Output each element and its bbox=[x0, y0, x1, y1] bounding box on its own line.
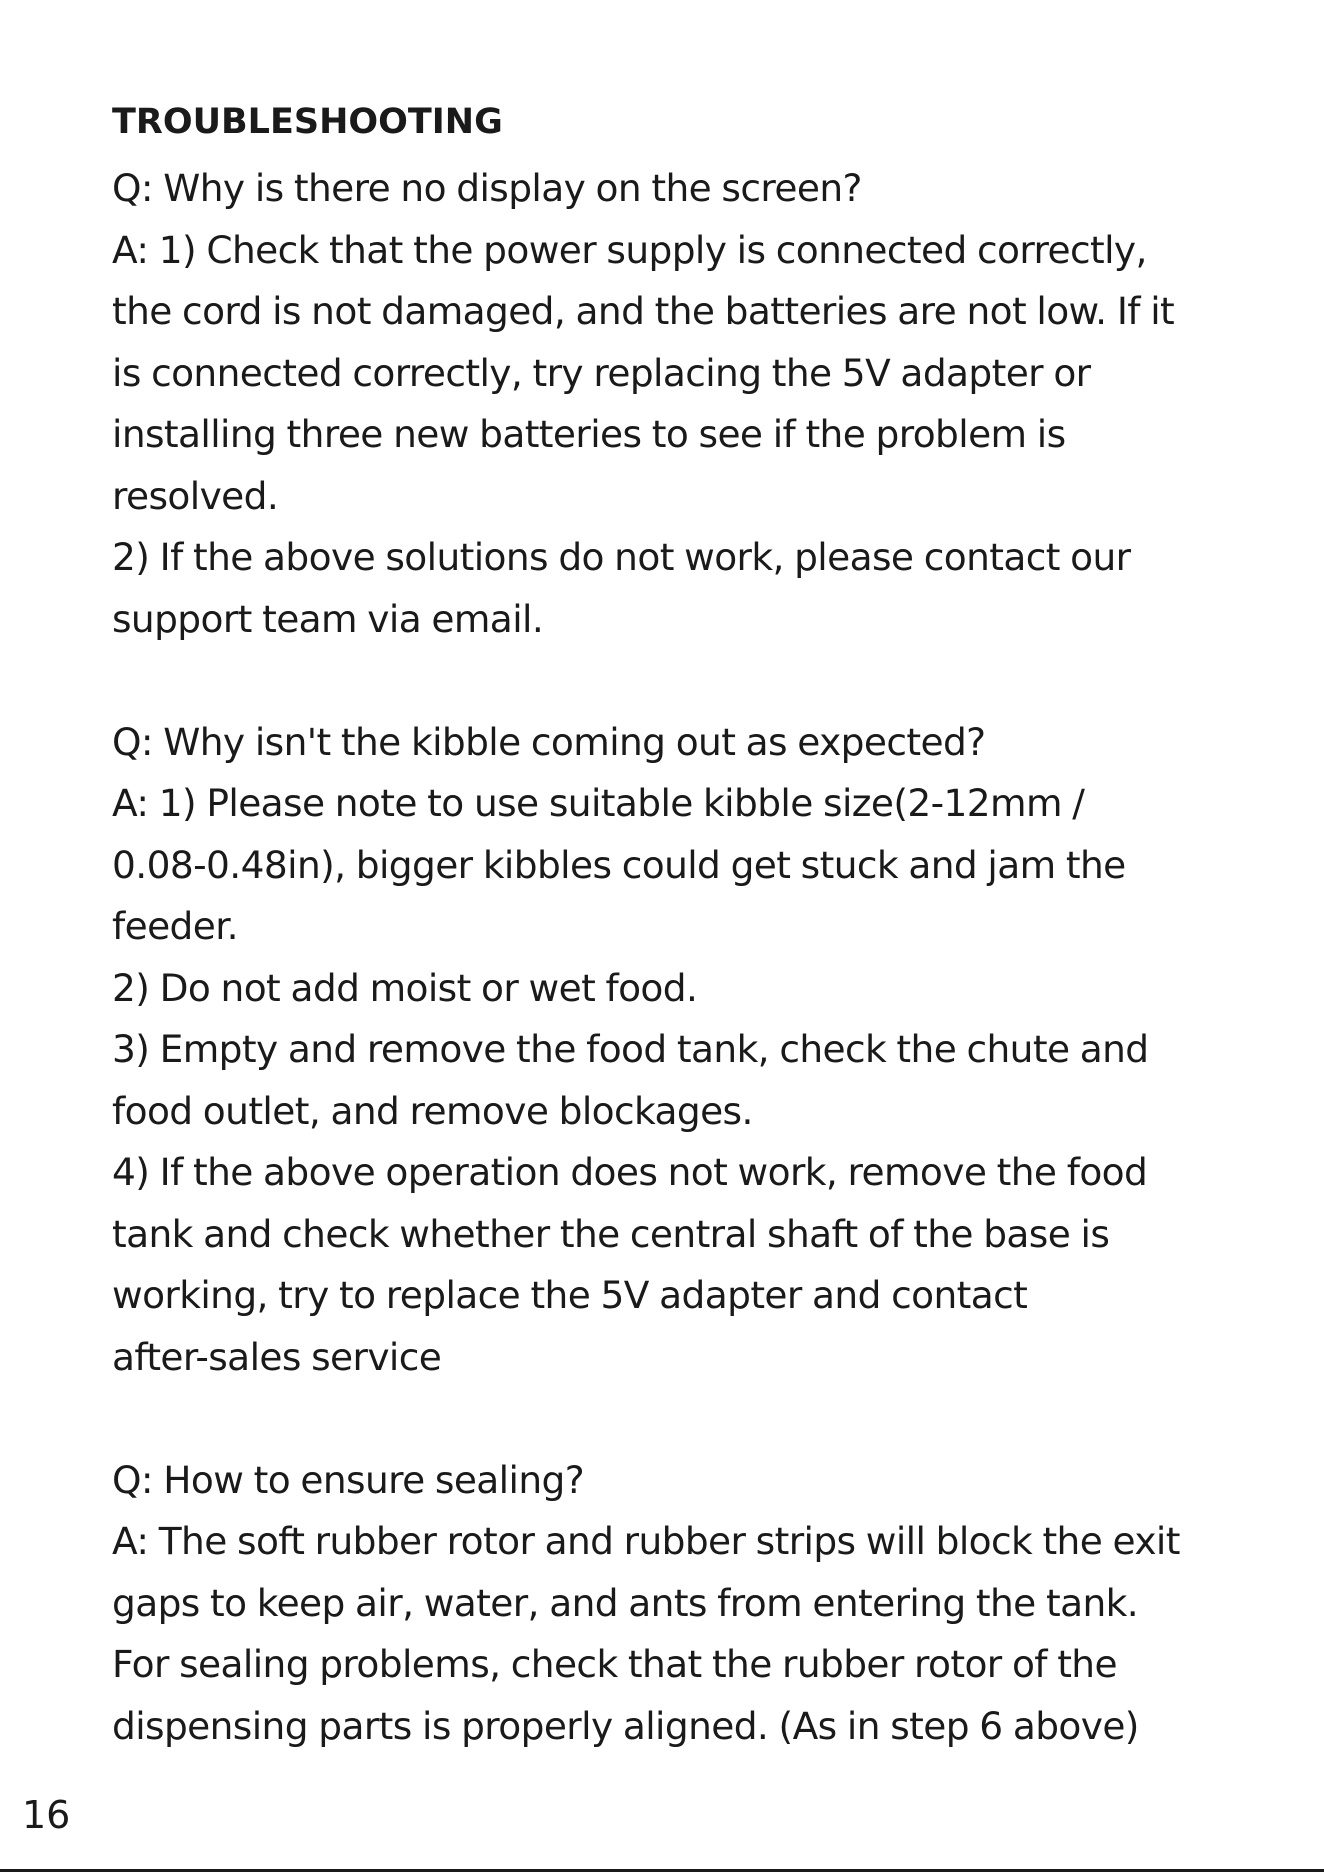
spacer bbox=[112, 650, 1262, 712]
faq-answer-line: feeder. bbox=[112, 904, 238, 948]
faq-answer-line: resolved. bbox=[112, 473, 279, 518]
faq-answer-line: 0.08-0.48in), bigger kibbles could get stuck and jam the bbox=[112, 842, 1126, 887]
faq-answer-line: food outlet, and remove blockages. bbox=[112, 1088, 753, 1133]
faq-answer-line: For sealing problems, check that the rubber rotor of the bbox=[112, 1642, 1117, 1686]
faq-no-display bbox=[112, 158, 1262, 650]
faq-answer-line: 3) Empty and remove the food tank, check the chute and bbox=[112, 1027, 1149, 1071]
faq-answer-line: installing three new batteries to see if the problem is bbox=[112, 412, 1066, 456]
faq-kibble-not-coming-out bbox=[112, 712, 1262, 1389]
faq-sealing bbox=[112, 1450, 1262, 1758]
faq-answer-line: A: 1) Please note to use suitable kibble size(2-12mm / bbox=[112, 781, 1085, 825]
section-heading: TROUBLESHOOTING bbox=[112, 102, 503, 142]
faq-question: Q: How to ensure sealing? bbox=[112, 1457, 584, 1502]
faq-answer-line: gaps to keep air, water, and ants from entering the tank. bbox=[112, 1580, 1139, 1625]
faq-answer-line: tank and check whether the central shaft of the base is bbox=[112, 1211, 1110, 1256]
faq-answer-line: after-sales service bbox=[112, 1334, 442, 1379]
faq-question: Q: Why is there no display on the screen? bbox=[112, 166, 862, 210]
faq-answer-line: 2) Do not add moist or wet food. bbox=[112, 965, 698, 1010]
spacer bbox=[112, 1388, 1262, 1450]
faq-answer-line: working, try to replace the 5V adapter and contact bbox=[112, 1273, 1028, 1317]
faq-answer-line: the cord is not damaged, and the batteries are not low. If it bbox=[112, 289, 1175, 333]
page-number: 16 bbox=[22, 1793, 71, 1837]
page-content bbox=[112, 96, 1262, 1757]
faq-answer-line: 4) If the above operation does not work, remove the food bbox=[112, 1150, 1148, 1194]
faq-answer-line: A: 1) Check that the power supply is connected correctly, bbox=[112, 227, 1147, 272]
faq-answer-line: is connected correctly, try replacing the 5V adapter or bbox=[112, 350, 1091, 395]
faq-answer-line: 2) If the above solutions do not work, please contact our bbox=[112, 535, 1131, 579]
faq-answer-line: dispensing parts is properly aligned. (As in step 6 above) bbox=[112, 1703, 1139, 1748]
faq-question: Q: Why isn't the kibble coming out as expected? bbox=[112, 719, 986, 764]
faq-answer-line: A: The soft rubber rotor and rubber strips will block the exit bbox=[112, 1519, 1180, 1563]
faq-answer-line: support team via email. bbox=[112, 596, 544, 641]
